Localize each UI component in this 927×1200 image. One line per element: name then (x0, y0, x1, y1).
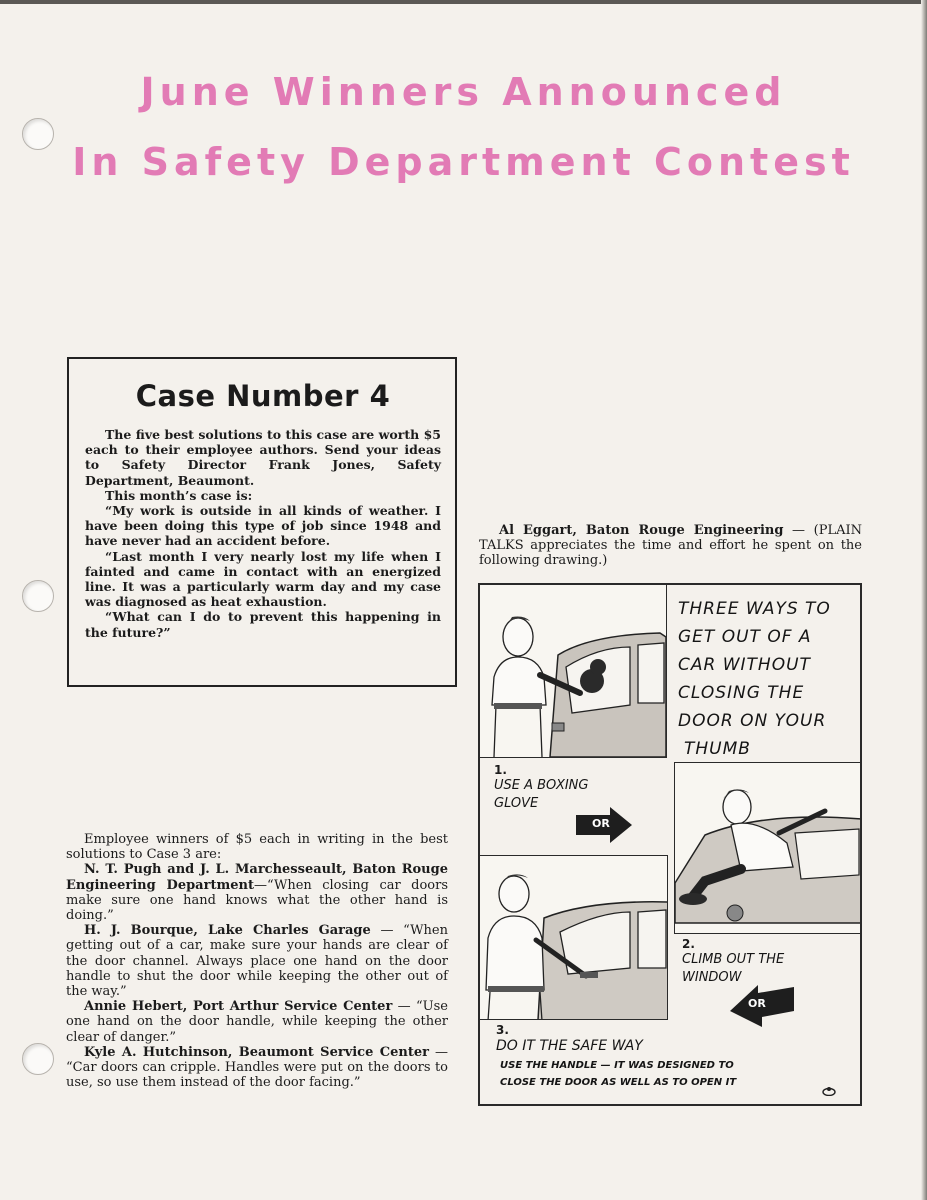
cartoon-title-line: CAR WITHOUT (678, 655, 811, 675)
case-paragraph: “My work is outside in all kinds of weather. I have been doing this type of job since 1948 and have never had an accident before. (85, 503, 441, 549)
case-paragraph: “What can I do to prevent this happening in the future?” (85, 609, 441, 640)
winner-entry (66, 923, 448, 999)
binder-hole (22, 580, 54, 612)
caption-line: USE A BOXING (494, 778, 589, 793)
caption-line: CLOSE THE DOOR AS WELL AS TO OPEN IT (500, 1077, 737, 1088)
cartoon-title-line: GET OUT OF A (678, 627, 812, 647)
case-title: Case Number 4 (135, 379, 391, 413)
cartoon-panel-safe-way (480, 855, 668, 1020)
case-paragraph: The five best solutions to this case are worth $5 each to their employee authors. Send your ideas to Safety Director Frank Jones, Safety Department, Beaumont. (85, 427, 441, 488)
winner-name: Annie Hebert, Port Arthur Service Center (84, 999, 393, 1015)
winner-entry (66, 999, 448, 1045)
winner-text: —“When closing car doors make sure one hand knows what the other hand is doing.” (66, 877, 448, 924)
or-label: OR (748, 997, 766, 1010)
cartoon-panel-window (674, 762, 860, 934)
winner-name: H. J. Bourque, Lake Charles Garage (84, 923, 371, 939)
case-paragraph: “Last month I very nearly lost my life when I fainted and came in contact with an energized line. It was a particularly warm day and my case was diagnosed as heat exhaustion. (85, 548, 441, 610)
cartoon-credit (479, 523, 862, 568)
winner-text: — “When getting out of a car, make sure your hands are clear of the door channel. Always place one hand on the door handle to shut the door while keeping the other out of the way.” (66, 923, 448, 1000)
winner-name: Kyle A. Hutchinson, Beaumont Service Center (84, 1044, 429, 1060)
step-number: 1. (494, 763, 507, 777)
caption-line: USE THE HANDLE — IT WAS DESIGNED TO (500, 1060, 734, 1071)
safety-cartoon (478, 583, 862, 1106)
winner-text: — “Use one hand on the door handle, while keeping the other clear of danger.” (66, 999, 449, 1045)
boxing-glove-illustration (480, 585, 667, 758)
credit-name: Al Eggart, Baton Rouge Engineering (499, 523, 784, 538)
winner-text: — “Car doors can cripple. Handles were put on the doors to use, so use them instead of the door facing.” (66, 1044, 448, 1091)
step-3-title: DO IT THE SAFE WAY (496, 1038, 643, 1054)
winner-name: N. T. Pugh and J. L. Marchesseault, Baton Rouge Engineering Department (66, 862, 448, 893)
case-paragraph: This month’s case is: (105, 487, 253, 503)
artist-mark-icon (822, 1086, 836, 1096)
caption-line: GLOVE (494, 796, 539, 811)
caption-line: WINDOW (682, 970, 742, 985)
cartoon-panel-boxing-glove (480, 585, 667, 758)
step-3-subtitle (500, 1057, 736, 1091)
caption-line: CLIMB OUT THE (682, 952, 785, 967)
winners-article (66, 832, 448, 1090)
cartoon-title (678, 595, 858, 763)
headline-line-2: In Safety Department Contest (72, 140, 855, 184)
winner-entry (66, 862, 448, 923)
binder-hole (22, 1043, 54, 1075)
window-climb-illustration (675, 763, 860, 934)
step-2-caption (682, 951, 784, 987)
cartoon-title-line: THUMB (684, 739, 751, 759)
page-top-edge (0, 0, 927, 4)
case-box (67, 357, 457, 687)
winners-intro: Employee winners of $5 each in writing in the best solutions to Case 3 are: (66, 832, 448, 863)
cartoon-title-line: DOOR ON YOUR (678, 711, 827, 731)
cartoon-title-line: CLOSING THE (678, 683, 805, 703)
or-label: OR (592, 817, 610, 830)
winner-entry (66, 1045, 448, 1091)
step-number: 2. (682, 937, 695, 951)
safe-way-illustration (480, 856, 668, 1020)
cartoon-title-line: THREE WAYS TO (678, 599, 831, 619)
credit-text: — (PLAIN TALKS appreciates the time and effort he spent on the following drawing.) (479, 523, 862, 568)
headline-line-1: June Winners Announced (140, 70, 787, 114)
step-number: 3. (496, 1023, 509, 1037)
